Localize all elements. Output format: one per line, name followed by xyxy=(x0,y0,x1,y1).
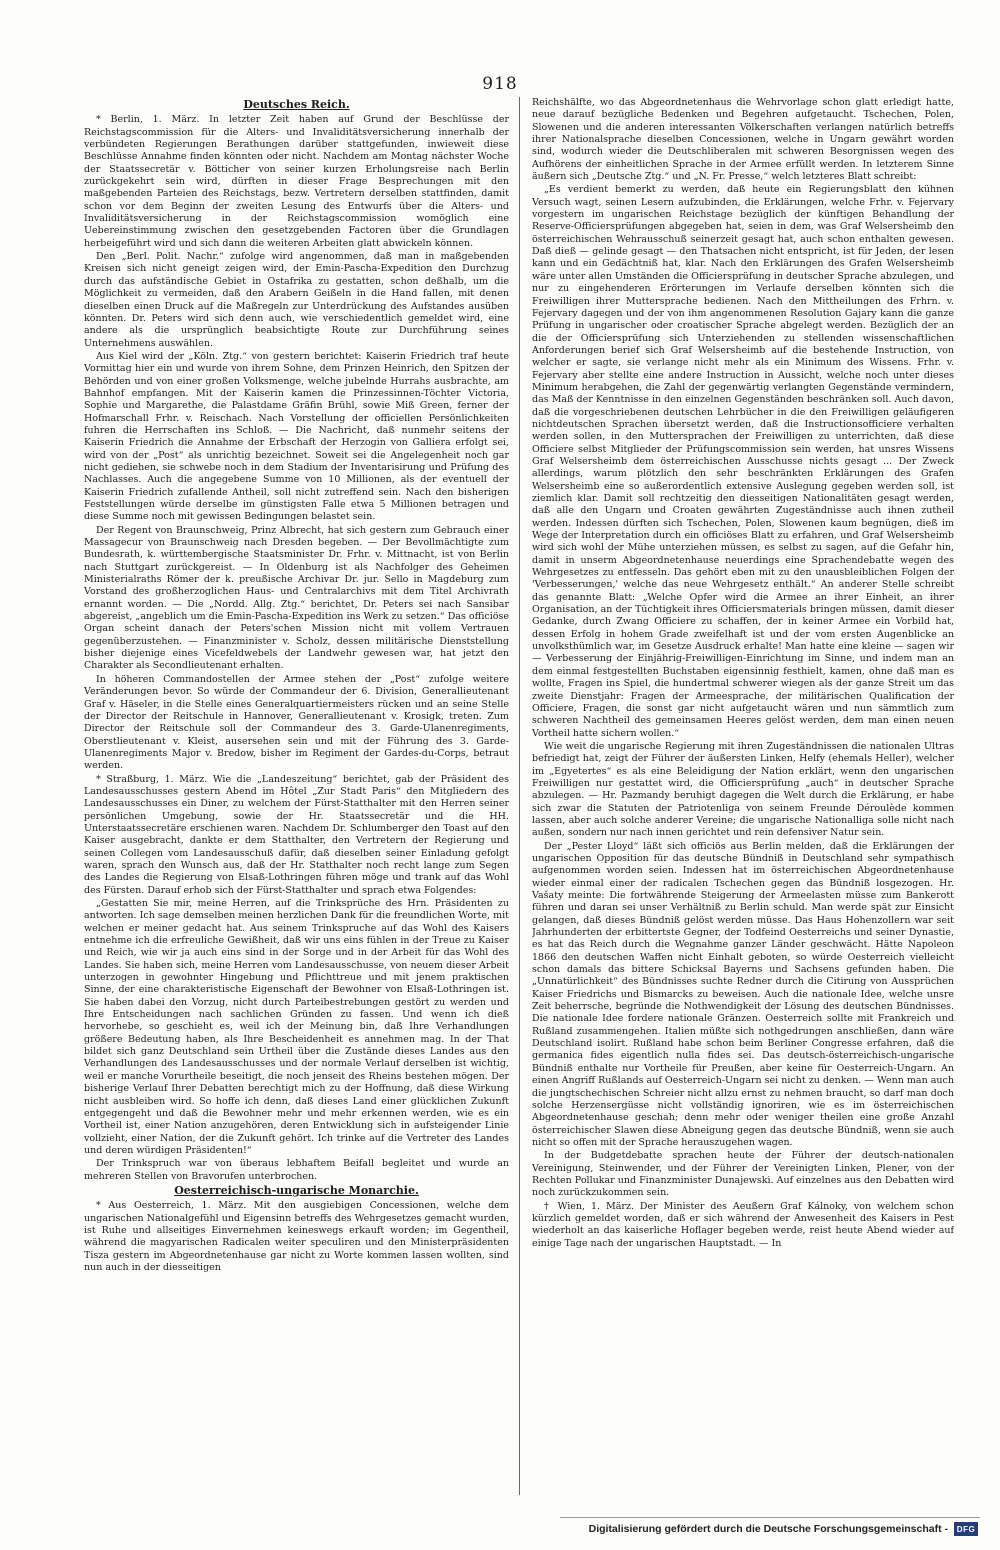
article-commandostellen: In höheren Commandostellen der Armee stehen der „Post“ zufolge weitere Veränderungen bevor. So würde der Commandeur der 6. Division, Generallieutenant Graf v. Häseler, in die Stelle eines Generalquartiermeisters rücken und an seine Stelle der Director der Reitschule in Hannover, Generallieutenant v. Krosigk, treten. Zum Director der Reitschule soll der Commandeur des 3. Garde-Ulanenregiments, Oberstlieutenant v. Kleist, ausersehen sein und mit der Führung des 3. Garde-Ulanenregiments Major v. Bredow, bisher im Regiment der Gardes-du-Corps, betraut werden. xyxy=(84,673,509,772)
footer-rule xyxy=(560,1517,980,1518)
speech-quote: „Gestatten Sie mir, meine Herren, auf die Trinksprüche des Hrn. Präsidenten zu antworten. Ich sage demselben meinen herzlichen Dank für die freundlichen Worte, mit welchen er meiner gedacht hat. Aus seinem Trinkspruche auf das Wohl des Kaisers entnehme ich die erfreuliche Gewißheit, daß wir uns eins fühlen in der Treue zu Kaiser und Reich, wie wir ja auch eins sind in der Sorge und in der Arbeit für das Wohl des Landes. Sie haben sich, meine Herren vom Landesausschusse, von neuem dieser Arbeit unterzogen in gewohnter Hingebung und Pflichttreue und mit jenem praktischen Sinne, der eine charakteristische Eigenschaft der Bewohner von Elsaß-Lothringen ist. Sie haben dabei den Vorzug, nicht durch Parteibestrebungen gestört zu werden und Ihre Entscheidungen nach sachlichen Gründen zu fassen. Und wenn ich dieß hervorhebe, so geschieht es, weil ich der Meinung bin, daß Ihre Verhandlungen größere Bedeutung haben, als Ihre Bescheidenheit es annehmen mag. In der That bildet sich ganz Deutschland sein Urtheil über die Zustände dieses Landes aus den Verhandlungen des Landesausschusses und der normale Verlauf derselben ist wichtig, weil er manche Vorurtheile beseitigt, die noch jenseit des Rheins bestehen mögen. Der bisherige Verlauf Ihrer Debatten berechtigt mich zu der Hoffnung, daß diese Wirkung nicht ausbleiben wird. So hoffe ich denn, daß dieses Land einer glücklichen Zukunft entgegengeht und daß die Bewohner mehr und mehr erkennen werden, wie es ein Vortheil ist, einer Nation anzugehören, deren Entwicklung sich in aufsteigender Linie vollzieht, einer Nation, der die Zukunft gehört. Ich trinke auf die Vertreter des Landes und deren würdigen Präsidenten!“ xyxy=(84,898,509,1156)
left-column xyxy=(84,97,509,1495)
footer xyxy=(589,1522,978,1536)
article-continuation: Reichshälfte, wo das Abgeordnetenhaus die Wehrvorlage schon glatt erledigt hatte, neue darauf bezügliche Bedenken und Begehren aufgetaucht. Tschechen, Polen, Slowenen und die anderen interessanten Völkerschaften verlangen natürlich betreffs ihrer Nationalsprache dieselben Concessionen, welche in Ungarn gewährt worden sind, wodurch wieder die Deutschliberalen mit schweren Besorgnissen wegen des Aufhörens der einheitlichen Sprache in der Armee erfüllt werden. In letzterem Sinne äußern sich „Deutsche Ztg.“ und „N. Fr. Presse,“ welch letzteres Blatt schreibt: xyxy=(532,97,954,183)
article-regent-braunschweig: Der Regent von Braunschweig, Prinz Albrecht, hat sich gestern zum Gebrauch einer Massagecur von Braunschweig nach Dresden begeben. — Der Bevollmächtigte zum Bundesrath, k. württembergische Staatsminister Dr. Frhr. v. Mittnacht, ist von Berlin nach Stuttgart zurückgereist. — In Oldenburg ist als Nachfolger des Geheimen Ministerialraths Römer der k. preußische Archivar Dr. jur. Sello in Magdeburg zum Vorstand des großherzoglichen Haus- und Centralarchivs mit dem Titel Archivrath ernannt worden. — Die „Nordd. Allg. Ztg.“ berichtet, Dr. Peters sei nach Sansibar abgereist, „angeblich um die Emin-Pascha-Expedition ins Werk zu setzen.“ Das officiöse Organ scheint danach der Peters'schen Mission nicht mit vollem Vertrauen gegenüberzustehen. — Finanzminister v. Scholz, dessen militärische Dienststellung bisher diejenige eines Vicefeldwebels der Landwehr gewesen war, hat jetzt den Charakter als Secondlieutenant erhalten. xyxy=(84,524,509,672)
article-strassburg: * Straßburg, 1. März. Wie die „Landeszeitung“ berichtet, gab der Präsident des Landesausschusses gestern Abend im Hôtel „Zur Stadt Paris“ den Mitgliedern des Landesausschusses ein Diner, zu welchem der Fürst-Statthalter mit den Herren seiner persönlichen Umgebung, sowie der Hr. Staatssecretär und die HH. Unterstaatssecretäre erschienen waren. Nachdem Dr. Schlumberger den Toast auf den Kaiser ausgebracht, dankte er dem Statthalter, den Vertretern der Regierung und seinen Collegen vom Landesausschuß dafür, daß dieselben seiner Einladung gefolgt waren, sprach den Wunsch aus, daß der Hr. Statthalter noch recht lange zum Segen des Landes die Regierung von Elsaß-Lothringen führen möge und trank auf das Wohl des Fürsten. Darauf erhob sich der Fürst-Statthalter und sprach etwa Folgendes: xyxy=(84,773,509,896)
page-number: 918 xyxy=(482,74,518,94)
article-aus-oesterreich: * Aus Oesterreich, 1. März. Mit den ausgiebigen Concessionen, welche dem ungarischen Nationalgefühl und Eigensinn betreffs des Wehrgesetzes gemacht wurden, ist Ruhe und allseitiges Einvernehmen keineswegs erkauft worden; im Gegentheil, während die magyarischen Radicalen weiter speculiren und den Ministerpräsidenten Tisza gestern im Abgeordnetenhause gar nicht zu Worte kommen lassen wollten, sind nun auch in der diesseitigen xyxy=(84,1200,509,1273)
article-trinkspruch: Der Trinkspruch war von überaus lebhaftem Beifall begleitet und wurde an mehreren Stellen von Bravorufen unterbrochen. xyxy=(84,1158,509,1182)
article-budgetdebatte: In der Budgetdebatte sprachen heute der Führer der deutsch-nationalen Vereinigung, Steinwender, und der Führer der Vereinigten Linken, Plener, von der Rechten Pollukar und Finanzminister Dunajewski. Auf einzelnes aus den Debatten wird noch zurückzukommen sein. xyxy=(532,1150,954,1199)
article-wien: † Wien, 1. März. Der Minister des Aeußern Graf Kálnoky, von welchem schon kürzlich gemeldet worden, daß er sich während der Anwesenheit des Kaisers in Pest wiederholt an das kaiserliche Hoflager begeben werde, reist heute Abend wieder auf einige Tage nach der ungarischen Hauptstadt. — In xyxy=(532,1200,954,1249)
section-heading-oesterreich-ungarn: Oesterreichisch-ungarische Monarchie. xyxy=(174,1183,419,1197)
column-divider xyxy=(519,97,520,1495)
digitization-credit: Digitalisierung gefördert durch die Deutsche Forschungsgemeinschaft - xyxy=(588,1523,948,1535)
quote-neue-freie-presse: „Es verdient bemerkt zu werden, daß heute ein Regierungsblatt den kühnen Versuch wagt, seinen Lesern aufzubinden, die Erklärungen, welche Frhr. v. Fejervary vorgestern im ungarischen Reichstage bezüglich der künftigen Behandlung der Reserve-Officiersprüfungen abgegeben hat, seien in dem, was Graf Welsersheimb den österreichischen Wehrausschuß seinerzeit gesagt hat, auch schon enthalten gewesen. Daß dieß — gelinde gesagt — den Thatsachen nicht entspricht, ist für Jeden, der lesen kann und ein Gedächtniß hat, klar. Nach den Erklärungen des Grafen Welsersheimb wäre unter allen Umständen die Officiersprüfung in deutscher Sprache abzulegen, und nur zu eingehenderen Erörterungen im Verlaufe derselben könnten sich die Freiwilligen ihrer Muttersprache bedienen. Nach den Mittheilungen des Frhrn. v. Fejervary dagegen und der von ihm angenommenen Resolution Gajary kann die ganze Prüfung in ungarischer oder croatischer Sprache abgelegt werden. Bezüglich der an die der Officiersprüfung sich Unterziehenden zu stellenden wissenschaftlichen Anforderungen berief sich Graf Welsersheimb auf die bestehende Instruction, von welcher er sagte, sie verlange nicht mehr als ein Minimum des Wissens. Frhr. v. Fejervary aber stellte eine andere Instruction in Aussicht, welche noch unter dieses Minimum herabgehen, die Zahl der gegenwärtig verlangten Gegenstände vermindern, das Maß der Kenntnisse in den einzelnen Gegenständen beschränken soll. Auch davon, daß die vorgeschriebenen deutschen Lehrbücher in die den Freiwilligen geläufigeren nichtdeutschen Sprachen übersetzt werden, daß die Instructionsofficiere verhalten werden sollen, in den Muttersprachen der Freiwilligen zu unterrichten, daß diese Officiere selbst Mitglieder der Prüfungscommission sein werden, hat unsres Wissens Graf Welsersheimb dem österreichischen Ausschusse nichts gesagt ... Der Zweck allerdings, warum plötzlich den sehr beschränkten Erklärungen des Grafen Welsersheimb eine so außerordentlich extensive Auslegung gegeben werden soll, ist ziemlich klar. Damit soll rechtzeitig den diesseitigen Nationalitäten gesagt werden, daß alle den Ungarn und Croaten gewährten Zugeständnisse auch ihnen zutheil werden. Indessen dürften sich Tschechen, Polen, Slowenen kaum begnügen, dieß im Wege der Interpretation durch ein officiöses Blatt zu erfahren, und Graf Welsersheimb wird sich wohl der Mühe unterziehen müssen, es selbst zu sagen, auf die Gefahr hin, damit in unserm Abgeordnetenhause neuerdings eine Sprachendebatte wegen des Wehrgesetzes zu entfesseln. Das gehört eben mit zu den unausbleiblichen Folgen der 'Verbesserungen,' welche das neue Wehrgesetz enthält.“ An anderer Stelle schreibt das genannte Blatt: „Welche Opfer wird die Armee an ihrer Einheit, an ihrer Organisation, an der Tüchtigkeit ihres Officiersmaterials bringen müssen, damit dieser Gedanke, durch Zwang Officiere zu schaffen, der in keiner Armee ein Vorbild hat, dessen Erfolg in hohem Grade zweifelhaft ist und der vom ersten Augenblicke an unvolksthümlich war, im Gesetze Ausdruck erhalte! Man hatte eine kleine — sagen wir — Verbesserung der Einjährig-Freiwilligen-Einrichtung im Sinne, und indem man an dem einmal festgestellten Buchstaben eigensinnig festhielt, kamen, ohne daß man es wollte, Fragen ins Spiel, die hundertmal schwerer wiegen als der ganze Streit um das zweite Dienstjahr: Fragen der Armeesprache, der militärischen Qualification der Officiere, Fragen, die sonst gar nicht aufgetaucht wären und nun sämmtlich zum schweren Nachtheil des gemeinsamen Heeres gelöst werden, dem man einen neuen Vortheil hatte sichern wollen.“ xyxy=(532,184,954,739)
article-kiel: Aus Kiel wird der „Köln. Ztg.“ von gestern berichtet: Kaiserin Friedrich traf heute Vormittag hier ein und wurde von ihrem Sohne, dem Prinzen Heinrich, den Spitzen der Behörden und von einer großen Volksmenge, welche jubelnde Hurrahs ausbrachte, am Bahnhof empfangen. Mit der Kaiserin kamen die Prinzessinnen-Töchter Victoria, Sophie und Margarethe, die Palastdame Gräfin Brühl, sowie Miß Green, ferner der Hofmarschall Frhr. v. Reischach. Nach Vorstellung der officiellen Persönlichkeiten fuhren die Herrschaften ins Schloß. — Die Nachricht, daß nunmehr seitens der Kaiserin Friedrich die Annahme der Erbschaft der Herzogin von Galliera erfolgt sei, wird von der „Post“ als unrichtig bezeichnet. Soweit sei die Angelegenheit noch gar nicht gediehen, sie schwebe noch in dem Stadium der Inventarisirung und Prüfung des Nachlasses. Auch die angegebene Summe von 10 Millionen, als der eventuell der Kaiserin Friedrich zufallende Antheil, soll nicht zutreffend sein. Nach den bisherigen Feststellungen würde derselbe im günstigsten Falle etwa 5 Millionen betragen und diese Summe noch mit gewissen Bedingungen belastet sein. xyxy=(84,350,509,523)
right-column xyxy=(532,97,954,1495)
article-berlin: * Berlin, 1. März. In letzter Zeit haben auf Grund der Beschlüsse der Reichstagscommission für die Alters- und Invaliditätsversicherung innerhalb der verbündeten Regierungen Berathungen darüber stattgefunden, inwieweit diese Beschlüsse Annahme finden könnten oder nicht. Nachdem am Montag nächster Woche der Staatssecretär v. Bötticher von seiner kurzen Erholungsreise nach Berlin zurückgekehrt sein wird, dürften in dieser Frage Besprechungen mit den maßgebenden Parteien des Reichstags, bezw. Vertretern derselben stattfinden, damit schon vor dem Beginn der zweiten Lesung des Entwurfs über die Alters- und Invaliditätsversicherung in der Reichstagscommission womöglich eine Uebereinstimmung zwischen den gesetzgebenden Factoren über die Grundlagen herbeigeführt wird und sich dann die weiteren Arbeiten glatt abwickeln können. xyxy=(84,114,509,249)
dfg-logo-icon: DFG xyxy=(954,1522,978,1536)
article-emin-pascha: Den „Berl. Polit. Nachr.“ zufolge wird angenommen, daß man in maßgebenden Kreisen sich nicht geneigt zeigen wird, der Emin-Pascha-Expedition den Durchzug durch das aufständische Gebiet in Ostafrika zu gestatten, schon deßhalb, um die Möglichkeit zu vermeiden, daß den Arabern Geißeln in die Hand fallen, mit denen dieselben einen Druck auf die Maßregeln zur Unterdrückung des Aufstandes ausüben könnten. Dr. Peters wird sich denn auch, wie verschiedentlich gemeldet wird, eine andere als die ursprünglich beabsichtigte Route zur Durchführung seines Unternehmens auswählen. xyxy=(84,251,509,349)
article-pester-lloyd: Der „Pester Lloyd“ läßt sich officiös aus Berlin melden, daß die Erklärungen der ungarischen Opposition für das deutsche Bündniß in Deutschland sehr sympathisch aufgenommen worden seien. Indessen hat im österreichischen Abgeordnetenhause wieder einmal einer der radicalen Tschechen gegen das Bündniß losgezogen. Hr. Vašaty meinte: Die fortwährende Steigerung der Armeelasten müsse zum Bankerott führen und daran sei unser Verhältniß zu Berlin schuld. Man werde spät zur Einsicht gelangen, daß dieses Bündniß gelöst werden müsse. Das Haus Hohenzollern war seit Jahrhunderten der erbittertste Gegner, der Todfeind Oesterreichs und seiner Dynastie, es hat das Reich durch die Wegnahme ganzer Länder geschwächt. Hätte Napoleon 1866 den deutschen Waffen nicht Einhalt geboten, so würde Oesterreich vielleicht schon damals das bittere Schicksal Bayerns und Sachsens gefunden haben. Die „Unnatürlichkeit“ des Bündnisses suchte Redner durch die Citirung von Aussprüchen Kaiser Friedrichs und Bismarcks zu beweisen. Auch die nationale Idee, welche unsre Zeit beherrsche, begründe die Nothwendigkeit der Lösung des deutschen Bündnisses. Die nationale Idee fordere nationale Gränzen. Oesterreich sollte mit Frankreich und Rußland zusammengehen. Italien müßte sich nothgedrungen anschließen, dann wäre Deutschland isolirt. Rußland habe schon beim Berliner Congresse erfahren, daß die germanica fides eigentlich nulla fides sei. Das deutsch-österreichisch-ungarische Bündniß enthalte nur Vortheile für Preußen, aber keine für Oesterreich-Ungarn. An einen Angriff Rußlands auf Oesterreich-Ungarn sei nicht zu denken. — Wenn man auch die jungtschechischen Schreier nicht allzu ernst zu nehmen braucht, so darf man doch solche Herzensergüsse nicht vollständig ignoriren, wie es im österreichischen Abgeordnetenhause geschah; denn mehr oder weniger theilen eine große Anzahl österreichischer Slawen diese Abneigung gegen das deutsche Bündniß, wenn sie auch nicht so offen mit der Sprache herauszugehen wagen. xyxy=(532,840,954,1148)
article-ungarische-ultras: Wie weit die ungarische Regierung mit ihren Zugeständnissen die nationalen Ultras befriedigt hat, zeigt der Führer der äußersten Linken, Helfy (ehemals Heller), welcher im „Egyetertes“ es als eine Beleidigung der Nation erklärt, wenn den ungarischen Freiwilligen nur gestattet wird, die Officiersprüfung „auch“ in deutscher Sprache abzulegen. — Hr. Pazmandy beruhigt dagegen die Welt durch die Erklärung, er habe sich zwar die Statuten der Patriotenliga von seinem Freunde Déroulède kommen lassen, aber auch solche anderer Vereine; die ungarische Nationalliga solle nicht nach außen, sondern nur nach innen gerichtet und rein defensiver Natur sein. xyxy=(532,740,954,839)
section-heading-deutsches-reich: Deutsches Reich. xyxy=(243,98,350,111)
